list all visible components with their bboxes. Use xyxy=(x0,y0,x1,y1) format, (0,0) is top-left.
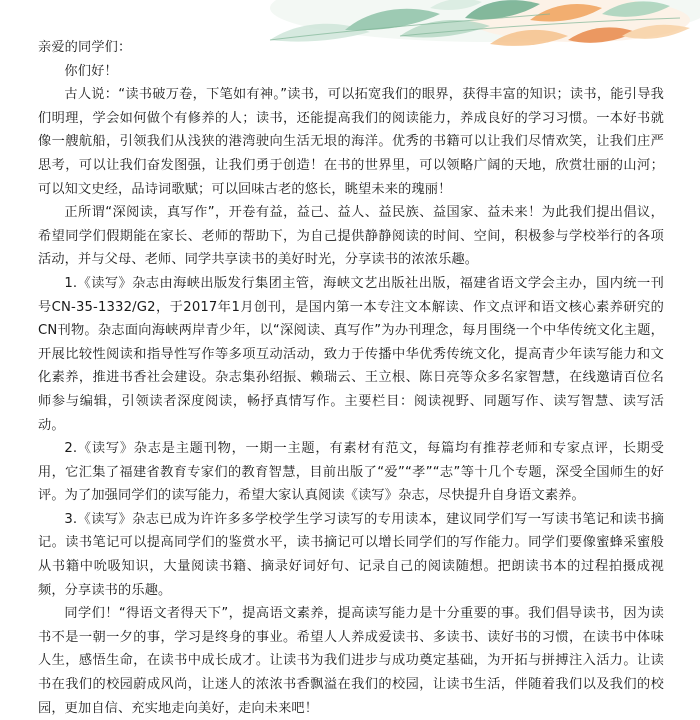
paragraph-intro: 古人说：“读书破万卷，下笔如有神。”读书，可以拓宽我们的眼界，获得丰富的知识；读书，能引导我们明理，学会如何做个有修养的人；读书，还能提高我们的阅读能力，养成良好的学习习惯。一本好书就像一艘航船，引领我们从浅狭的港湾驶向生活无垠的海洋。优秀的书籍可以让我们尽情欢笑，让我们庄严思考，可以让我们奋发图强，让我们勇于创造！在书的世界里，可以领略广阔的天地，欣赏壮丽的山河；可以知文史经，品诗词歌赋；可以回味古老的悠长，眺望未来的瑰丽！ xyxy=(38,87,664,197)
paragraph-item-2: 2.《读写》杂志是主题刊物，一期一主题，有素材有范文，每篇均有推荐老师和专家点评，长期受用，它汇集了福建省教育专家们的教育智慧，目前出版了“爱”“孝”“志”等十几个专题，深受全国师生的好评。为了加强同学们的读写能力，希望大家认真阅读《读写》杂志，尽快提升自身语文素养。 xyxy=(38,441,664,504)
paragraph-item-1: 1.《读写》杂志由海峡出版发行集团主管，海峡文艺出版社出版，福建省语文学会主办，国内统一刊号CN-35-1332/G2，于2017年1月创刊，是国内第一本专注文本解读、作文点评和语文核心素养研究的CN刊物。杂志面向海峡两岸青少年，以“深阅读、真写作”为办刊理念，每月围绕一个中华传统文化主题，开展比较性阅读和指导性写作等多项互动活动，致力于传播中华优秀传统文化，提高青少年读写能力和文化素养，推进书香社会建设。杂志集孙绍振、赖瑞云、王立根、陈日亮等众多名家智慧，在线邀请百位名师参与编辑，引领读者深度阅读，畅抒真情写作。主要栏目：阅读视野、同题写作、读写智慧、读写活动。 xyxy=(38,275,664,433)
letter-body xyxy=(38,36,664,720)
paragraph-item-3: 3.《读写》杂志已成为许许多多学校学生学习读写的专用读本，建议同学们写一写读书笔记和读书摘记。读书笔记可以提高同学们的鉴赏水平，读书摘记可以增长同学们的写作能力。同学们要像蜜蜂采蜜般从书籍中吮吸知识，大量阅读书籍、摘录好词好句、记录自己的阅读随想。把朗读书本的过程拍摄成视频，分享读书的乐趣。 xyxy=(38,511,664,598)
paragraph-closing: 同学们！“得语文者得天下”，提高语文素养，提高读写能力是十分重要的事。我们倡导读书，因为读书不是一朝一夕的事，学习是终身的事业。希望人人养成爱读书、多读书、读好书的习惯，在读书中体味人生，感悟生命，在读书中成长成才。让读书为我们进步与成功奠定基础，为开拓与拼搏注入活力。让读书在我们的校园蔚成风尚，让迷人的浓浓书香飘溢在我们的校园，让读书生活，伴随着我们以及我们的校园，更加自信、充实地走向美好，走向未来吧！ xyxy=(38,606,664,716)
greeting: 你们好！ xyxy=(64,63,118,79)
paragraph-initiative: 正所谓“深阅读，真写作”，开卷有益，益己、益人、益民族、益国家、益未来！为此我们提出倡议，希望同学们假期能在家长、老师的帮助下，为自己提供静静阅读的时间、空间，积极参与学校举行的各项活动，并与父母、老师、同学共享读书的美好时光，分享读书的浓浓乐趣。 xyxy=(38,205,664,268)
salutation: 亲爱的同学们： xyxy=(38,40,132,55)
